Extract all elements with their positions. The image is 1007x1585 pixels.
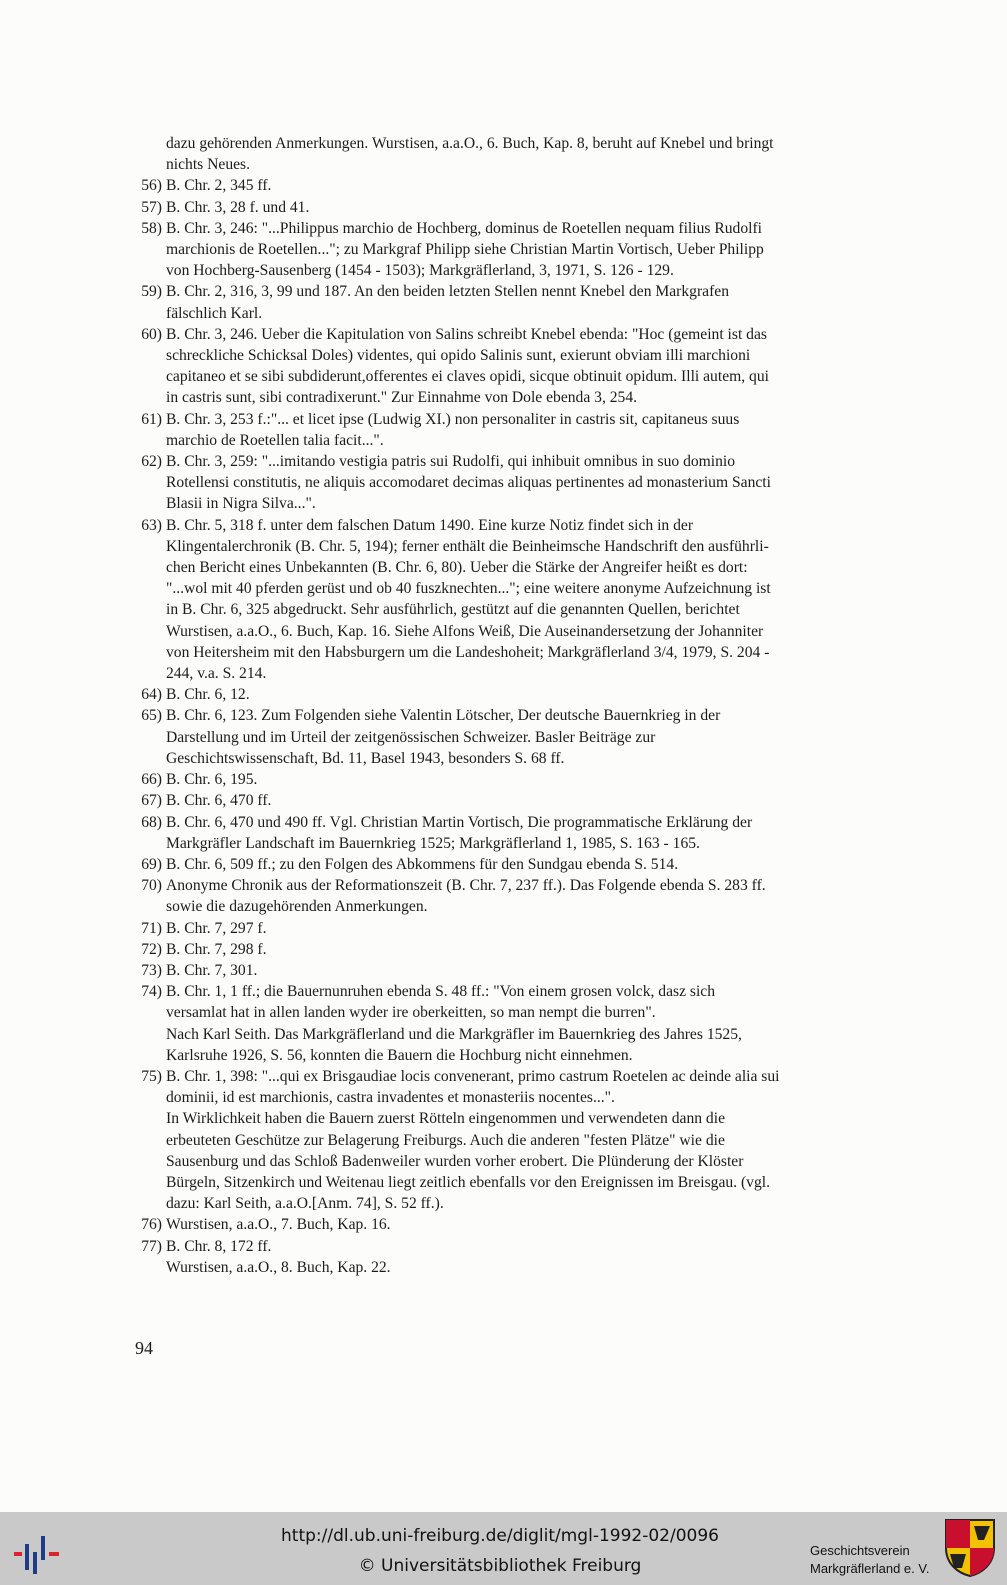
page-number: 94 xyxy=(135,1338,153,1358)
society-name xyxy=(810,1542,929,1578)
footnote-number: 76) xyxy=(141,1216,162,1234)
footnote-number: 62) xyxy=(141,453,162,471)
footnote-number: 63) xyxy=(141,516,162,534)
footnote-text-line: B. Chr. 3, 246: "...Philippus marchio de Hochberg, dominus de Roetellen nequam filius Rudolfi xyxy=(166,219,762,237)
footnote-text-line: B. Chr. 7, 301. xyxy=(166,961,258,979)
copyright-text: © Universitätsbibliothek Freiburg xyxy=(358,1556,642,1576)
footnote-text-line: Anonyme Chronik aus der Reformationszeit (B. Chr. 7, 237 ff.). Das Folgende ebenda S. 283 ff. xyxy=(166,877,766,895)
footnote-text-line: B. Chr. 2, 316, 3, 99 und 187. An den beiden letzten Stellen nennt Knebel den Markgrafen xyxy=(166,283,729,301)
footnote-number: 66) xyxy=(141,771,162,789)
footnote-text-line: Karlsruhe 1926, S. 56, konnten die Bauern die Hochburg nicht einnehmen. xyxy=(166,1046,633,1064)
footnote-text-line: B. Chr. 7, 298 f. xyxy=(166,940,267,958)
footnote-text-line: B. Chr. 3, 246. Ueber die Kapitulation von Salins schreibt Knebel ebenda: "Hoc (gemeint ist das xyxy=(166,325,767,343)
footnote xyxy=(126,1066,878,1214)
footnote-number: 58) xyxy=(141,219,162,237)
footnotes-list xyxy=(126,133,878,1278)
footnote-text-line: Wurstisen, a.a.O., 8. Buch, Kap. 22. xyxy=(166,1258,391,1276)
footnote-number: 67) xyxy=(141,792,162,810)
footnote xyxy=(126,409,878,451)
footnote xyxy=(126,515,878,685)
footnote-text-line: Sausenburg und das Schloß Badenweiler wurden vorher erobert. Die Plünderung der Klöster xyxy=(166,1152,744,1170)
footnote-text-line: in B. Chr. 6, 325 abgedruckt. Sehr ausführlich, gestützt auf die genannten Quellen, berichtet xyxy=(166,601,740,619)
footnote-text-line: capitaneo et se sibi subdiderunt,offerentes ei claves opidi, sicque obtinuit opidum. Illi autem, qui xyxy=(166,368,769,386)
footnote-text-line: erbeuteten Geschütze zur Belagerung Freiburgs. Auch die anderen "festen Plätze" wie die xyxy=(166,1131,725,1149)
footnote xyxy=(126,790,878,811)
footnote-number: 61) xyxy=(141,410,162,428)
footnote-text-line: Rotellensi constitutis, ne aliquis accomodaret decimas aliquas pertinentes ad monasterium Sancti xyxy=(166,474,771,492)
footnote-number: 59) xyxy=(141,283,162,301)
footnote-text-line: Bürgeln, Sitzenkirch und Weitenau liegt zeitlich ebenfalls vor den Ereignissen im Breisgau. (vgl. xyxy=(166,1173,771,1191)
footnote-text-line: von Heitersheim mit den Habsburgern um die Landeshoheit; Markgräflerland 3/4, 1979, S. 204 - xyxy=(166,643,770,661)
footnote-number: 75) xyxy=(141,1067,162,1085)
footer-bar xyxy=(0,1512,1007,1585)
footnote-text-line: marchio de Roetellen talia facit...". xyxy=(166,431,384,449)
footnote xyxy=(126,1214,878,1235)
footnote-text-line: Klingentalerchronik (B. Chr. 5, 194); ferner enthält die Beinheimsche Handschrift den ausführli- xyxy=(166,537,769,555)
footnote-number: 60) xyxy=(141,325,162,343)
footnote-number: 77) xyxy=(141,1237,162,1255)
footnote-number: 64) xyxy=(141,686,162,704)
footnote-text-line: dazu gehörenden Anmerkungen. Wurstisen, a.a.O., 6. Buch, Kap. 8, beruht auf Knebel und bringt xyxy=(166,135,774,152)
footnote-text-line: fälschlich Karl. xyxy=(166,304,263,322)
footnote-text-line: In Wirklichkeit haben die Bauern zuerst Rötteln eingenommen und verwendeten dann die xyxy=(166,1110,725,1128)
footnote-text-line: B. Chr. 6, 195. xyxy=(166,771,258,789)
footnote xyxy=(126,960,878,981)
footnote-text-line: dominii, id est marchionis, castra invadentes et monasteriis nocentes...". xyxy=(166,1089,615,1107)
footnote-text-line: B. Chr. 6, 509 ff.; zu den Folgen des Abkommens für den Sundgau ebenda S. 514. xyxy=(166,855,679,873)
footnote-number: 56) xyxy=(141,177,162,195)
ub-freiburg-logo-icon xyxy=(14,1532,64,1576)
footnote xyxy=(126,918,878,939)
footnote-text-line: von Hochberg-Sausenberg (1454 - 1503); Markgräflerland, 3, 1971, S. 126 - 129. xyxy=(166,262,674,280)
footnote xyxy=(126,812,878,854)
footnote xyxy=(126,684,878,705)
footnote-text-line: B. Chr. 1, 1 ff.; die Bauernunruhen ebenda S. 48 ff.: "Von einem grosen volck, dasz sich xyxy=(166,983,716,1001)
footnote-text-line: versamlat hat in allen landen wyder ire oberkeitten, so man nempt die burren". xyxy=(166,1004,656,1022)
footnote-text-line: B. Chr. 6, 12. xyxy=(166,686,250,704)
footnote-text-line: B. Chr. 3, 28 f. und 41. xyxy=(166,198,310,216)
footnote-text-line: in castris sunt, sibi contradixerunt." Zur Einnahme von Dole ebenda 3, 254. xyxy=(166,389,638,407)
footnote xyxy=(126,197,878,218)
footnote-number: 68) xyxy=(141,813,162,831)
footnote-text-line: marchionis de Roetellen..."; zu Markgraf Philipp siehe Christian Martin Vortisch, Ueber Philipp xyxy=(166,241,764,259)
footnote xyxy=(126,705,878,769)
footnote-number: 71) xyxy=(141,919,162,937)
footnote-number: 73) xyxy=(141,961,162,979)
footnote-text-line: B. Chr. 7, 297 f. xyxy=(166,919,267,937)
footnote-number: 70) xyxy=(141,877,162,895)
footnote xyxy=(126,281,878,323)
footnote xyxy=(126,875,878,917)
footnote xyxy=(126,324,878,409)
footnote-number: 69) xyxy=(141,855,162,873)
footnote xyxy=(126,981,878,1066)
footnote-text-line: B. Chr. 1, 398: "...qui ex Brisgaudiae locis convenerant, primo castrum Roetelen ac deinde alia sui xyxy=(166,1067,780,1085)
footnote-text-line: Markgräfler Landschaft im Bauernkrieg 1525; Markgräflerland 1, 1985, S. 163 - 165. xyxy=(166,834,700,852)
footnote-number: 74) xyxy=(141,983,162,1001)
footnote-text-line: B. Chr. 6, 470 und 490 ff. Vgl. Christian Martin Vortisch, Die programmatische Erklärung der xyxy=(166,813,753,831)
footnote-text-line: "...wol mit 40 pferden gerüst und ob 40 fuszknechten..."; eine weitere anonyme Aufzeichnung ist xyxy=(166,580,771,598)
footnote xyxy=(126,133,878,175)
footnote xyxy=(126,769,878,790)
footnote-text-line: B. Chr. 5, 318 f. unter dem falschen Datum 1490. Eine kurze Notiz findet sich in der xyxy=(166,516,694,534)
footnote xyxy=(126,854,878,875)
footnote-number: 72) xyxy=(141,940,162,958)
footnote-text-line: Darstellung und im Urteil der zeitgenössischen Schweizer. Basler Beiträge zur xyxy=(166,728,656,746)
footnote-text-line: nichts Neues. xyxy=(166,156,251,174)
society-name-line2: Markgräflerland e. V. xyxy=(810,1561,930,1576)
footnote-text-line: chen Bericht eines Unbekannten (B. Chr. 6, 80). Ueber die Stärke der Angreifer heißt es dort: xyxy=(166,559,748,577)
footnote xyxy=(126,175,878,196)
footnote xyxy=(126,218,878,282)
footnote-text-line: 244, v.a. S. 214. xyxy=(166,665,267,683)
footnote-text-line: Geschichtswissenschaft, Bd. 11, Basel 1943, besonders S. 68 ff. xyxy=(166,749,565,767)
footnote-text-line: sowie die dazugehörenden Anmerkungen. xyxy=(166,898,428,916)
footnote-text-line: B. Chr. 6, 123. Zum Folgenden siehe Valentin Lötscher, Der deutsche Bauernkrieg in der xyxy=(166,707,721,725)
footnote-text-line: B. Chr. 6, 470 ff. xyxy=(166,792,272,810)
footnote-text-line: Wurstisen, a.a.O., 6. Buch, Kap. 16. Siehe Alfons Weiß, Die Auseinandersetzung der Johanniter xyxy=(166,622,764,640)
footnote-text-line: Blasii in Nigra Silva...". xyxy=(166,495,316,513)
footnote-text-line: B. Chr. 3, 253 f.:"... et licet ipse (Ludwig XI.) non personaliter in castris sit, capitaneus suus xyxy=(166,410,740,428)
coat-of-arms-icon xyxy=(944,1518,996,1578)
footnote-text-line: B. Chr. 8, 172 ff. xyxy=(166,1237,272,1255)
footnote-text-line: dazu: Karl Seith, a.a.O.[Anm. 74], S. 52 ff.). xyxy=(166,1195,444,1213)
footnote xyxy=(126,1236,878,1278)
footnote xyxy=(126,939,878,960)
society-name-line1: Geschichtsverein xyxy=(810,1543,910,1558)
document-url-link[interactable]: http://dl.ub.uni-freiburg.de/diglit/mgl-1992-02/0096 xyxy=(281,1526,719,1546)
footnote-number: 65) xyxy=(141,707,162,725)
footnote xyxy=(126,451,878,515)
footnote-text-line: Wurstisen, a.a.O., 7. Buch, Kap. 16. xyxy=(166,1216,391,1234)
footnote-number: 57) xyxy=(141,198,162,216)
footnote-text-line: Nach Karl Seith. Das Markgräflerland und die Markgräfler im Bauernkrieg des Jahres 1525, xyxy=(166,1025,742,1043)
footnote-text-line: B. Chr. 3, 259: "...imitando vestigia patris sui Rudolfi, qui inhibuit omnibus in suo dominio xyxy=(166,453,736,471)
footnote-text-line: B. Chr. 2, 345 ff. xyxy=(166,177,272,195)
footnote-text-line: schreckliche Schicksal Doles) videntes, qui opido Salinis sunt, exierunt obviam illi marchioni xyxy=(166,347,751,365)
